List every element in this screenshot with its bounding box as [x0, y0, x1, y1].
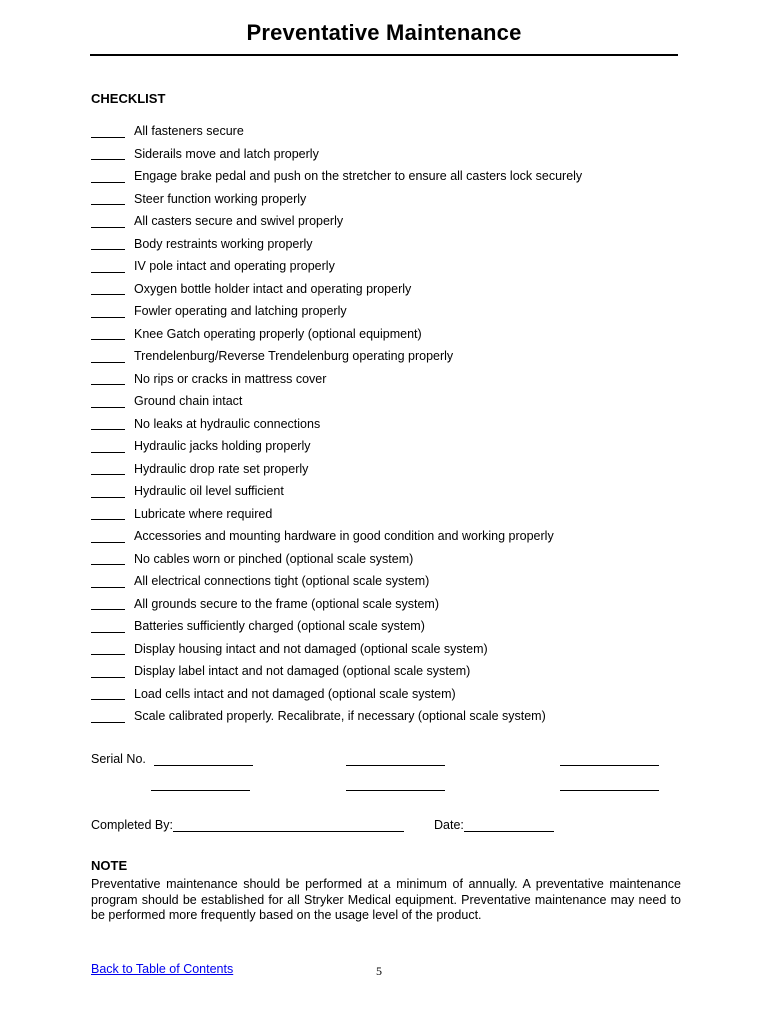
- checklist-item: [91, 278, 691, 301]
- completed-by-field[interactable]: [173, 831, 404, 832]
- page-title: Preventative Maintenance: [246, 20, 522, 45]
- checklist-item-blank[interactable]: [91, 339, 125, 340]
- serial-number-field-2[interactable]: [346, 765, 445, 766]
- checklist-item-blank[interactable]: [91, 519, 125, 520]
- checklist-item: [91, 120, 691, 143]
- checklist-item-label: Knee Gatch operating properly (optional equipment): [134, 326, 422, 341]
- checklist-item-label: Hydraulic jacks holding properly: [134, 439, 311, 454]
- checklist-item-blank[interactable]: [91, 182, 125, 183]
- serial-number-field-6-wrap: [560, 777, 659, 791]
- checklist-item: [91, 300, 691, 323]
- checklist-item-label: All grounds secure to the frame (optional scale system): [134, 596, 439, 611]
- checklist-item-label: Accessories and mounting hardware in good condition and working properly: [134, 529, 554, 544]
- checklist-item-label: No cables worn or pinched (optional scale system): [134, 551, 414, 566]
- note-text: Preventative maintenance should be performed at a minimum of annually. A preventative maintenance program should be established for all Stryker Medical equipment. Preventative maintenance may need to be performed more frequently based on the usage level of the product.: [91, 877, 681, 922]
- checklist-item: [91, 593, 691, 616]
- checklist-item-label: All electrical connections tight (optional scale system): [134, 574, 430, 589]
- checklist-item-blank[interactable]: [91, 474, 125, 475]
- checklist-item-label: All fasteners secure: [134, 124, 244, 139]
- checklist-item: [91, 413, 691, 436]
- checklist-item-blank[interactable]: [91, 677, 125, 678]
- checklist-item-blank[interactable]: [91, 542, 125, 543]
- checklist-item-label: Display label intact and not damaged (optional scale system): [134, 664, 471, 679]
- checklist-item-label: Batteries sufficiently charged (optional scale system): [134, 619, 425, 634]
- checklist-item-blank[interactable]: [91, 384, 125, 385]
- checklist-item-label: No leaks at hydraulic connections: [134, 416, 321, 431]
- checklist-item-label: Oxygen bottle holder intact and operating properly: [134, 281, 412, 296]
- checklist-item-blank[interactable]: [91, 587, 125, 588]
- checklist-item-label: Display housing intact and not damaged (optional scale system): [134, 641, 488, 656]
- checklist-item-blank[interactable]: [91, 362, 125, 363]
- checklist-item: [91, 548, 691, 571]
- serial-number-row: [91, 752, 253, 766]
- checklist-item-label: Fowler operating and latching properly: [134, 304, 347, 319]
- serial-number-label: Serial No.: [91, 752, 146, 766]
- title-rule: [90, 54, 678, 56]
- checklist-item-blank[interactable]: [91, 722, 125, 723]
- serial-number-field-3[interactable]: [560, 765, 659, 766]
- checklist-item: [91, 368, 691, 391]
- checklist-item: [91, 323, 691, 346]
- checklist-item: [91, 705, 691, 728]
- checklist-item-blank[interactable]: [91, 564, 125, 565]
- checklist-item: [91, 210, 691, 233]
- serial-number-field-1[interactable]: [154, 765, 253, 766]
- checklist-item-label: Lubricate where required: [134, 506, 273, 521]
- date-row: [434, 818, 554, 832]
- serial-number-field-2-wrap: [346, 752, 445, 766]
- serial-number-field-6[interactable]: [560, 790, 659, 791]
- checklist-item-blank[interactable]: [91, 429, 125, 430]
- serial-number-field-4-wrap: [151, 777, 250, 791]
- checklist-item-blank[interactable]: [91, 159, 125, 160]
- checklist-item-label: Ground chain intact: [134, 394, 243, 409]
- serial-number-field-3-wrap: [560, 752, 659, 766]
- checklist-item-label: IV pole intact and operating properly: [134, 259, 335, 274]
- checklist-item-label: Steer function working properly: [134, 191, 307, 206]
- checklist-item-blank[interactable]: [91, 452, 125, 453]
- checklist-item-label: Load cells intact and not damaged (optional scale system): [134, 686, 456, 701]
- checklist-item: [91, 683, 691, 706]
- checklist-item: [91, 615, 691, 638]
- checklist-item: [91, 165, 691, 188]
- checklist-item-label: No rips or cracks in mattress cover: [134, 371, 327, 386]
- checklist-item: [91, 390, 691, 413]
- checklist-item-label: Scale calibrated properly. Recalibrate, if necessary (optional scale system): [134, 709, 546, 724]
- checklist-item-blank[interactable]: [91, 294, 125, 295]
- checklist-item: [91, 188, 691, 211]
- checklist-item: [91, 525, 691, 548]
- checklist-item: [91, 435, 691, 458]
- checklist-item: [91, 143, 691, 166]
- page-number: 5: [376, 964, 382, 978]
- checklist-heading: CHECKLIST: [91, 91, 166, 106]
- checklist-item: [91, 480, 691, 503]
- checklist-item: [91, 503, 691, 526]
- checklist-item-blank[interactable]: [91, 654, 125, 655]
- back-to-toc-link[interactable]: Back to Table of Contents: [91, 962, 234, 976]
- checklist-item-label: Siderails move and latch properly: [134, 146, 319, 161]
- checklist-item-blank[interactable]: [91, 227, 125, 228]
- checklist-item-blank[interactable]: [91, 317, 125, 318]
- completed-by-row: [91, 818, 404, 832]
- checklist-item: [91, 255, 691, 278]
- checklist-item: [91, 345, 691, 368]
- checklist: [91, 120, 691, 728]
- date-field[interactable]: [464, 831, 554, 832]
- checklist-item-label: Engage brake pedal and push on the stretcher to ensure all casters lock securely: [134, 169, 583, 184]
- checklist-item-blank[interactable]: [91, 407, 125, 408]
- checklist-item-label: All casters secure and swivel properly: [134, 214, 344, 229]
- checklist-item: [91, 458, 691, 481]
- checklist-item: [91, 233, 691, 256]
- checklist-item-blank[interactable]: [91, 272, 125, 273]
- checklist-item-blank[interactable]: [91, 609, 125, 610]
- checklist-item-label: Hydraulic drop rate set properly: [134, 461, 309, 476]
- checklist-item-blank[interactable]: [91, 204, 125, 205]
- checklist-item-blank[interactable]: [91, 632, 125, 633]
- checklist-item-label: Body restraints working properly: [134, 236, 313, 251]
- checklist-item-blank[interactable]: [91, 699, 125, 700]
- checklist-item: [91, 660, 691, 683]
- checklist-item-blank[interactable]: [91, 249, 125, 250]
- completed-by-label: Completed By:: [91, 818, 173, 832]
- note-heading: NOTE: [91, 858, 128, 873]
- checklist-item-label: Hydraulic oil level sufficient: [134, 484, 284, 499]
- checklist-item-label: Trendelenburg/Reverse Trendelenburg operating properly: [134, 349, 454, 364]
- checklist-item-blank[interactable]: [91, 137, 125, 138]
- date-label: Date:: [434, 818, 464, 832]
- serial-number-field-5-wrap: [346, 777, 445, 791]
- checklist-item-blank[interactable]: [91, 497, 125, 498]
- serial-number-field-5[interactable]: [346, 790, 445, 791]
- checklist-item: [91, 638, 691, 661]
- serial-number-field-4[interactable]: [151, 790, 250, 791]
- checklist-item: [91, 570, 691, 593]
